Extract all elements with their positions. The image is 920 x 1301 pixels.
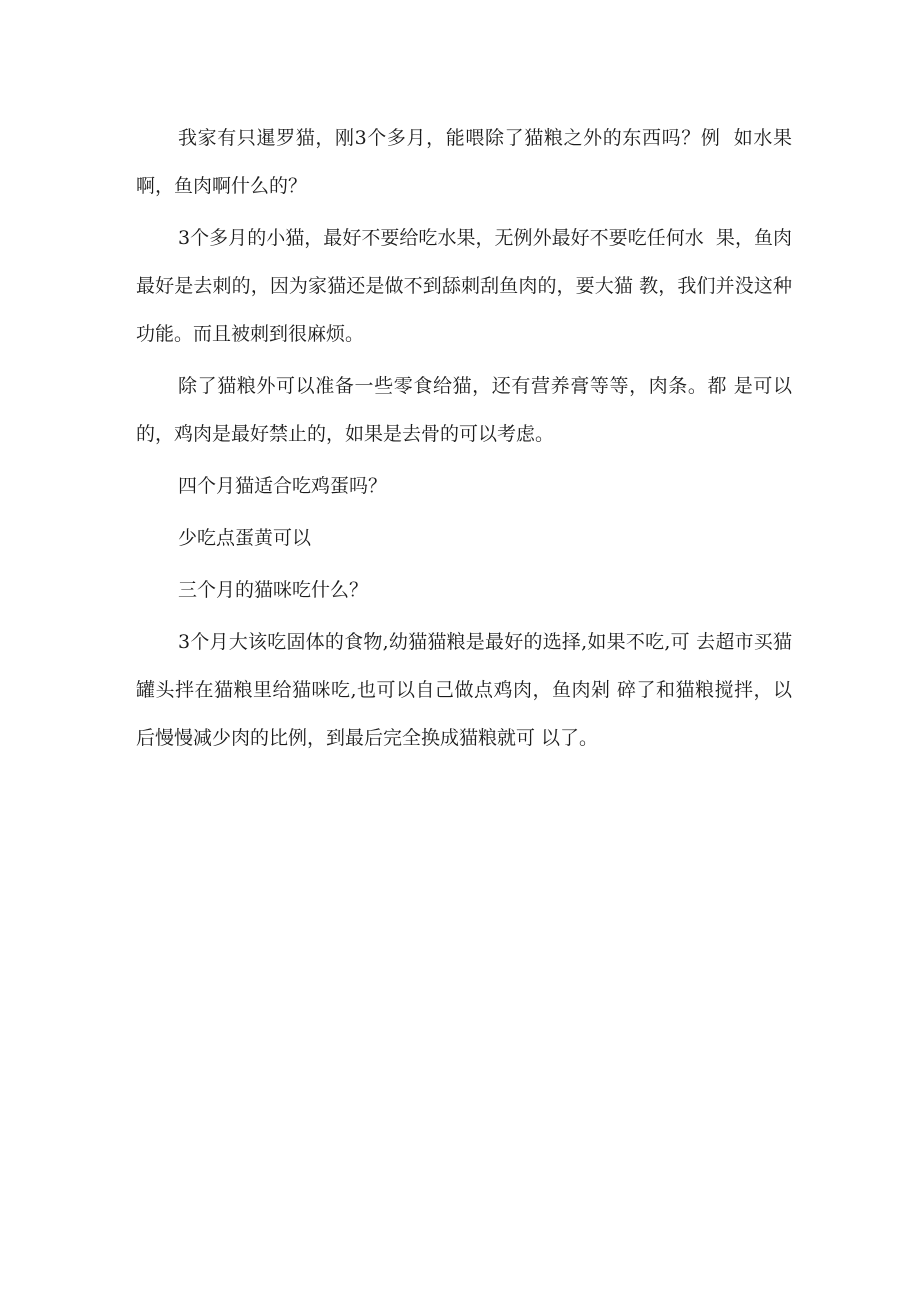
document-body bbox=[136, 114, 792, 766]
paragraph-question-egg: 四个月猫适合吃鸡蛋吗？ bbox=[178, 475, 388, 497]
paragraph-answer-fruit-fish: 3个多月的小猫，最好不要给吃水果，无例外最好不要吃任何水 果，鱼肉最好是去刺的，因为家猫还是做不到舔刺刮鱼肉的，要大猫 教，我们并没这种功能。而且被刺到很麻烦。 bbox=[136, 227, 792, 345]
paragraph-answer-snacks: 除了猫粮外可以准备一些零食给猫，还有营养膏等等，肉条。都 是可以的，鸡肉是最好禁止的，如果是去骨的可以考虑。 bbox=[136, 375, 792, 445]
paragraph-question-food: 我家有只暹罗猫，刚3个多月，能喂除了猫粮之外的东西吗？例 如水果啊，鱼肉啊什么的？ bbox=[136, 127, 792, 197]
paragraph-answer-three-months: 3个月大该吃固体的食物,幼猫猫粮是最好的选择,如果不吃,可 去超市买猫罐头拌在猫粮里给猫咪吃,也可以自己做点鸡肉，鱼肉剁 碎了和猫粮搅拌，以后慢慢减少肉的比例，到最后完全换成猫粮就可 以了。 bbox=[136, 631, 792, 749]
paragraph-question-three-months: 三个月的猫咪吃什么？ bbox=[178, 579, 369, 601]
paragraph-answer-egg: 少吃点蛋黄可以 bbox=[178, 527, 312, 549]
